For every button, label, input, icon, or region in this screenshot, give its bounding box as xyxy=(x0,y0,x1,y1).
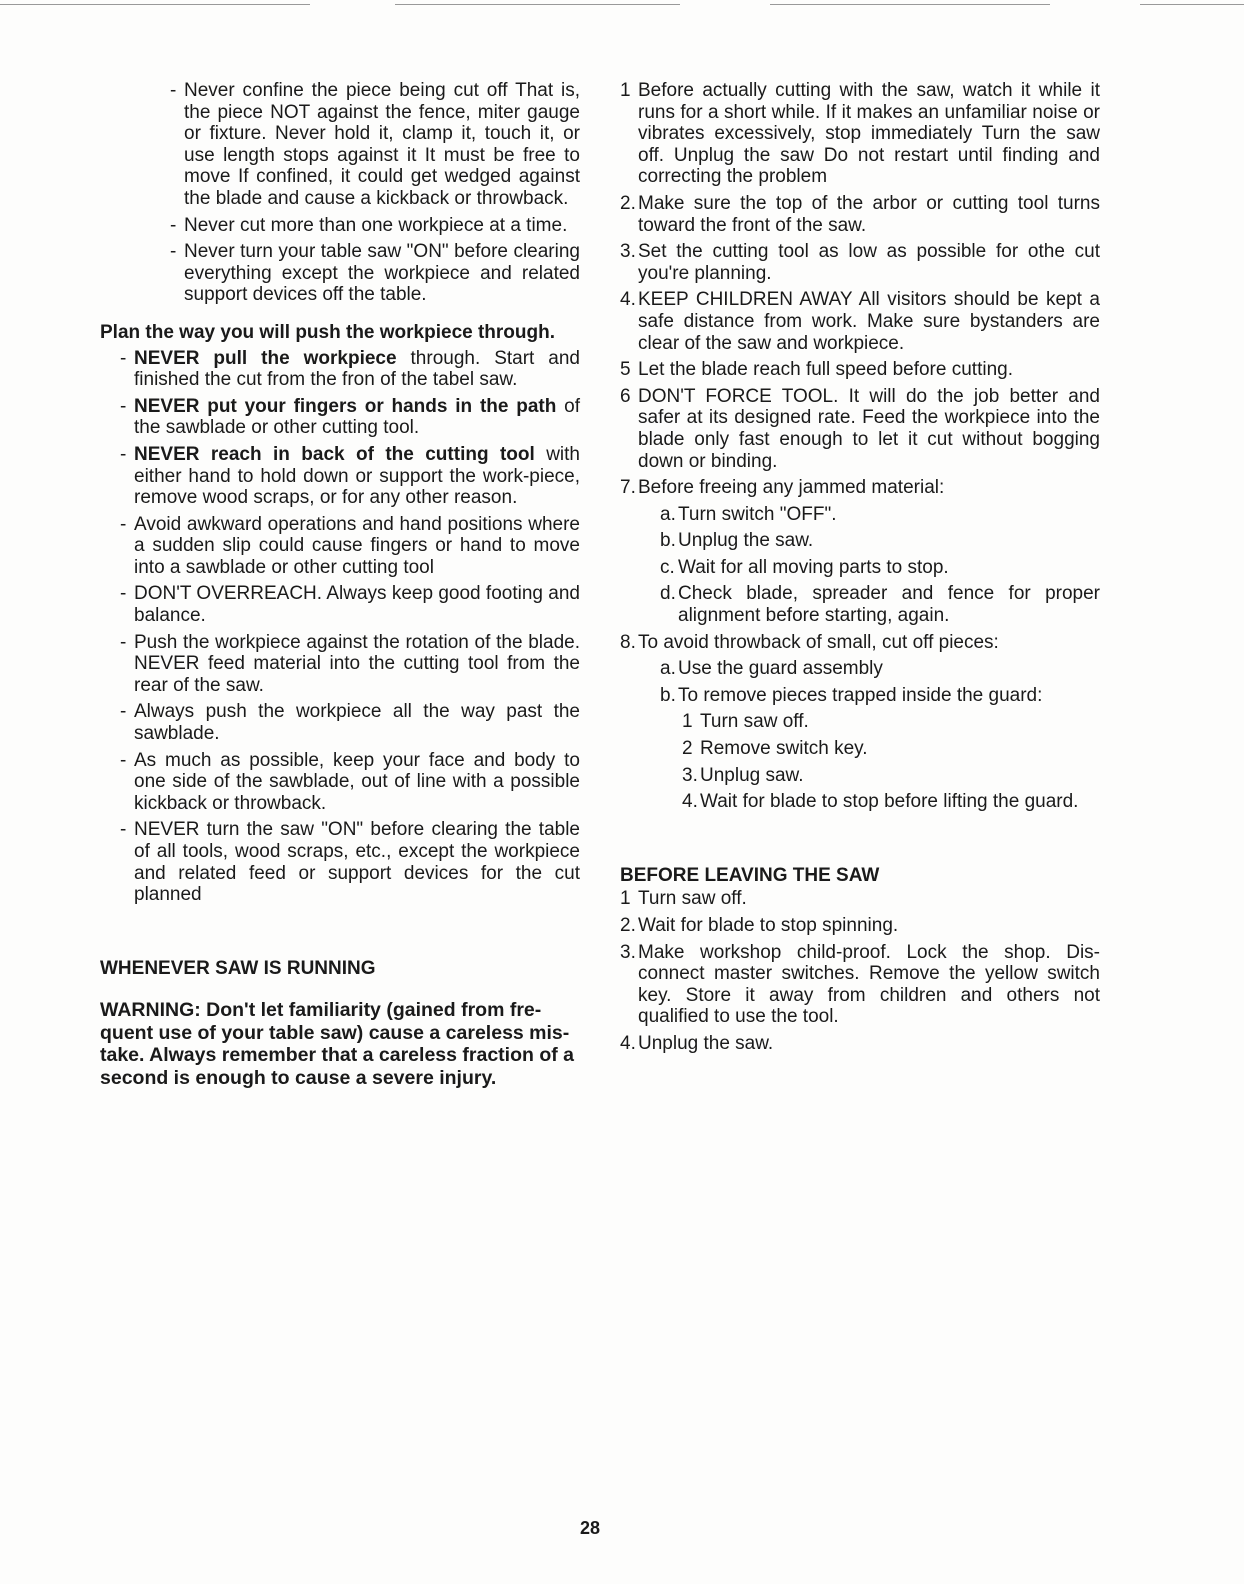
item-text: Wait for blade to stop spinning. xyxy=(638,915,899,936)
sub-list xyxy=(620,504,1100,627)
item-number: 1 xyxy=(620,888,631,910)
item-number: 5 xyxy=(620,359,631,381)
dash-item-bold: NEVER pull the workpiece xyxy=(134,347,397,369)
item-text: Unplug the saw. xyxy=(638,1032,774,1054)
list-item xyxy=(620,888,1100,910)
list-item xyxy=(620,289,1100,354)
dash-item: - As much as possible, keep your face and body to one side of the sawblade, out of line with a possible kickback or throwback. xyxy=(120,750,580,815)
item-text: Use the guard assembly xyxy=(678,658,883,680)
sub-item xyxy=(660,530,1100,552)
list-item xyxy=(620,80,1100,188)
list-item xyxy=(620,359,1100,381)
item-text: DON'T FORCE TOOL. It will do the job better and safer at its designed rate. Feed the workpiece into the blade only fast enough to let it cut without bogging down or binding. xyxy=(638,385,1100,472)
item-text: Remove switch key. xyxy=(700,738,868,760)
list-item xyxy=(620,241,1100,284)
sub-item xyxy=(660,685,1100,707)
list-item xyxy=(620,915,1100,937)
leaving-heading: BEFORE LEAVING THE SAW xyxy=(620,864,880,886)
item-number: 4. xyxy=(620,289,636,311)
intro-dash-list xyxy=(170,80,580,306)
dash-item: - Never turn your table saw "ON" before clearing everything except the workpiece and related support devices off the table. xyxy=(170,241,580,306)
item-letter: c. xyxy=(660,556,675,578)
scan-edge-line xyxy=(770,4,1050,5)
dash-item: - Always push the workpiece all the way past the sawblade. xyxy=(120,701,580,744)
list-item xyxy=(620,193,1100,236)
item-number: 3. xyxy=(682,764,698,786)
item-letter: a. xyxy=(660,503,676,525)
sub-list xyxy=(620,658,1100,706)
running-heading: WHENEVER SAW IS RUNNING xyxy=(100,957,376,979)
dash-item: - Never cut more than one workpiece at a time. xyxy=(170,215,580,237)
item-number: 6 xyxy=(620,385,631,407)
list-item xyxy=(620,1033,1100,1055)
item-text: To avoid throwback of small, cut off pieces: xyxy=(638,631,999,653)
item-number: 4. xyxy=(620,1032,636,1054)
dash-item xyxy=(120,348,580,391)
left-column xyxy=(100,80,580,1089)
item-number: 2 xyxy=(682,738,693,760)
item-number: 7. xyxy=(620,477,636,499)
scan-edge-line xyxy=(395,4,680,5)
dash-item xyxy=(120,444,580,509)
item-number: 8. xyxy=(620,631,636,653)
dash-item: - NEVER turn the saw "ON" before clearing the table of all tools, wood scraps, etc., except the workpiece and related feed or support devices for the cut planned xyxy=(120,819,580,905)
list-item xyxy=(620,386,1100,472)
dash-item: - DON'T OVERREACH. Always keep good footing and balance. xyxy=(120,583,580,626)
page-number: 28 xyxy=(579,1518,601,1538)
leaving-list xyxy=(620,888,1100,1054)
item-text: Let the blade reach full speed before cutting. xyxy=(638,359,1013,381)
list-item xyxy=(620,632,1100,654)
right-column xyxy=(620,80,1100,1060)
sub-sub-item xyxy=(682,765,1100,787)
sub-item xyxy=(660,583,1100,626)
item-number: 2. xyxy=(620,915,636,936)
item-number: 2. xyxy=(620,192,636,214)
item-text: Before actually cutting with the saw, watch it while it runs for a short while. If it makes an unfamiliar noise or vibrates excessively, stop immediately Turn the saw off. Unplug the saw Do not restart until finding and correcting the problem xyxy=(638,80,1100,188)
dash-item: - Never confine the piece being cut off That is, the piece NOT against the fence, miter gauge or fixture. Never hold it, clamp it, touch it, or use length stops against it It must be free to move If confined, it could get wedged against the blade and cause a kickback or throwback. xyxy=(170,80,580,210)
item-text: Wait for blade to stop before lifting the guard. xyxy=(700,791,1079,813)
item-number: 3. xyxy=(620,941,636,963)
list-item xyxy=(620,477,1100,499)
sub-sub-item xyxy=(682,738,1100,760)
sub-item xyxy=(660,658,1100,680)
item-letter: b. xyxy=(660,530,676,552)
item-text: Wait for all moving parts to stop. xyxy=(678,556,949,578)
item-text: KEEP CHILDREN AWAY All visitors should be kept a safe distance from work. Make sure bystanders are clear of the saw and workpiece. xyxy=(638,289,1100,354)
item-number: 4. xyxy=(682,791,698,813)
sub-sub-item xyxy=(682,711,1100,733)
dash-item: - Push the workpiece against the rotation of the blade. NEVER feed material into the cutting tool from the rear of the saw. xyxy=(120,632,580,697)
item-text: Unplug saw. xyxy=(700,764,804,786)
dash-item-text: of the sawblade or other cutting tool. xyxy=(134,395,581,439)
item-text: To remove pieces trapped inside the guard: xyxy=(678,684,1043,706)
numbered-list xyxy=(620,632,1100,654)
sub-sub-list xyxy=(620,711,1100,812)
item-text: Unplug the saw. xyxy=(678,530,814,552)
item-text: Make sure the top of the arbor or cutting tool turns toward the front of the saw. xyxy=(638,192,1100,236)
dash-item: - Avoid awkward operations and hand positions where a sudden slip could cause fingers or hand to move into a sawblade or other cutting tool xyxy=(120,514,580,579)
item-letter: a. xyxy=(660,658,676,680)
dash-item xyxy=(120,396,580,439)
plan-heading: Plan the way you will push the workpiece through. xyxy=(100,321,556,343)
item-text: Before freeing any jammed material: xyxy=(638,477,945,499)
list-item xyxy=(620,942,1100,1028)
item-number: 1 xyxy=(682,711,693,733)
item-number: 1 xyxy=(620,80,631,101)
warning-text: WARNING: Don't let familiarity (gained from fre-quent use of your table saw) cause a careless mis-take. Always remember that a careless fraction of a second is enough to cause a severe injury. xyxy=(100,999,574,1089)
item-text: Make workshop child-proof. Lock the shop. Dis-connect master switches. Remove the yellow switch key. Store it away from children and others not qualified to use the tool. xyxy=(638,941,1100,1028)
item-text: Turn saw off. xyxy=(700,711,809,733)
sub-item xyxy=(660,557,1100,579)
numbered-list xyxy=(620,80,1100,499)
dash-item-bold: NEVER reach in back of the cutting tool xyxy=(134,443,535,465)
dash-item-text: through. Start and finished the cut from the fron of the tabel saw. xyxy=(134,347,580,391)
plan-dash-list xyxy=(120,348,580,906)
dash-item-bold: NEVER put your fingers or hands in the path xyxy=(134,395,557,417)
item-number: 3. xyxy=(620,241,636,263)
item-text: Check blade, spreader and fence for proper alignment before starting, again. xyxy=(678,583,1100,627)
sub-item xyxy=(660,504,1100,526)
scan-edge-line xyxy=(0,4,310,5)
sub-sub-item xyxy=(682,791,1100,813)
dash-item-text: with either hand to hold down or support the work-piece, remove wood scraps, or for any other reason. xyxy=(134,443,580,509)
item-text: Turn switch "OFF". xyxy=(678,503,837,525)
item-letter: b. xyxy=(660,684,676,706)
item-letter: d. xyxy=(660,583,676,605)
item-text: Turn saw off. xyxy=(638,888,747,910)
item-text: Set the cutting tool as low as possible for othe cut you're planning. xyxy=(638,241,1100,284)
scan-edge-line xyxy=(1140,4,1244,5)
